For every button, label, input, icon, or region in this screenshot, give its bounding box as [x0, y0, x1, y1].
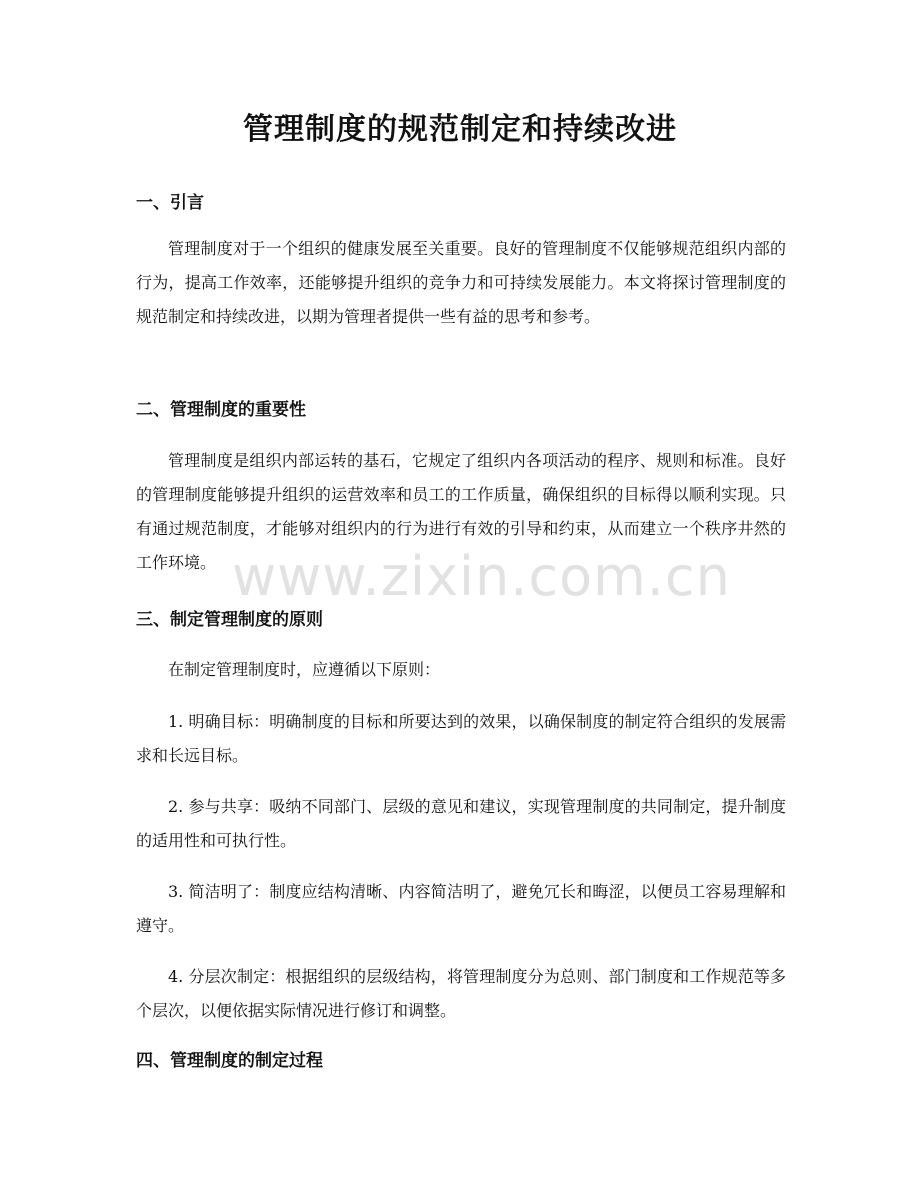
paragraph-importance: 管理制度是组织内部运转的基石，它规定了组织内各项活动的程序、规则和标准。良好的管理制度能够提升组织的运营效率和员工的工作质量，确保组织的目标得以顺利实现。只有通过规范制度，才能够对组织内的行为进行有效的引导和约束，从而建立一个秩序井然的工作环境。	[136, 451, 786, 572]
section-heading-introduction: 一、引言	[136, 193, 204, 213]
section-heading-importance: 二、管理制度的重要性	[136, 400, 306, 420]
document-title: 管理制度的规范制定和持续改进	[243, 112, 677, 147]
principle-item-1: 1. 明确目标：明确制度的目标和所要达到的效果，以确保制度的制定符合组织的发展需求和长远目标。	[136, 712, 786, 765]
paragraph-principles-intro: 在制定管理制度时，应遵循以下原则：	[168, 660, 441, 679]
section-heading-principles: 三、制定管理制度的原则	[136, 610, 323, 630]
section-heading-process: 四、管理制度的制定过程	[136, 1051, 323, 1071]
paragraph-introduction: 管理制度对于一个组织的健康发展至关重要。良好的管理制度不仅能够规范组织内部的行为，提高工作效率，还能够提升组织的竞争力和可持续发展能力。本文将探讨管理制度的规范制定和持续改进，以期为管理者提供一些有益的思考和参考。	[136, 239, 786, 326]
principle-item-4: 4. 分层次制定：根据组织的层级结构，将管理制度分为总则、部门制度和工作规范等多个层次，以便依据实际情况进行修订和调整。	[136, 967, 786, 1020]
watermark: www.zixin.com.cn	[232, 545, 731, 608]
principle-item-3: 3. 简洁明了：制度应结构清晰、内容简洁明了，避免冗长和晦涩，以便员工容易理解和遵守。	[136, 882, 786, 935]
principle-item-2: 2. 参与共享：吸纳不同部门、层级的意见和建议，实现管理制度的共同制定，提升制度的适用性和可执行性。	[136, 797, 786, 850]
